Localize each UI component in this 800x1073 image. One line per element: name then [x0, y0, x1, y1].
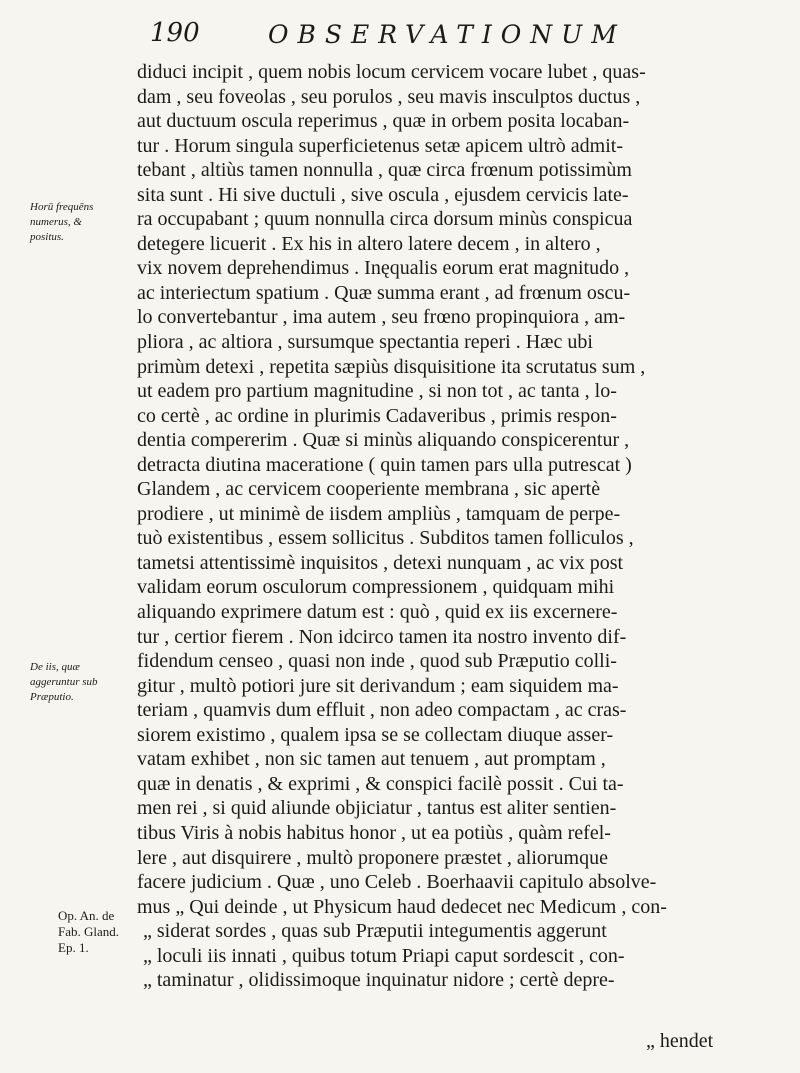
- text-line: lo convertebantur , ima autem , seu frœno propinquiora , am-: [137, 306, 626, 329]
- margin-note-line: Ep. 1.: [58, 940, 89, 955]
- margin-note-numerus: [30, 200, 93, 245]
- margin-note-reference: [58, 908, 119, 956]
- text-line: tametsi attentissimè inquisitos , detexi nunquam , ac vix post: [137, 551, 624, 574]
- page-number: 190: [150, 18, 200, 48]
- text-line: siorem existimo , qualem ipsa se se collectam diuque asser-: [137, 723, 614, 746]
- text-line: Glandem , ac cervicem cooperiente membrana , sic apertè: [137, 478, 601, 501]
- text-line: men rei , si quid aliunde objiciatur , tantus est aliter sentien-: [137, 797, 617, 820]
- text-line: tebant , altiùs tamen nonnulla , quæ circa frœnum potissimùm: [137, 159, 632, 182]
- text-line: teriam , quamvis dum effluit , non adeo compactam , ac cras-: [137, 699, 627, 722]
- text-line: sita sunt . Hi sive ductuli , sive oscula , ejusdem cervicis late-: [137, 183, 629, 206]
- text-line: aliquando exprimere datum est : quò , quid ex iis excernere-: [137, 601, 618, 624]
- margin-note-praeputio: [30, 660, 98, 705]
- text-line: aut ductuum oscula reperimus , quæ in orbem posita locaban-: [137, 110, 630, 133]
- text-line: facere judicium . Quæ , uno Celeb . Boerhaavii capitulo absolve-: [137, 871, 657, 894]
- text-line: prodiere , ut minimè de iisdem ampliùs , tamquam de perpe-: [137, 502, 621, 525]
- text-line: ut eadem pro partium magnitudine , si non tot , ac tanta , lo-: [137, 380, 617, 403]
- text-line: dentia compererim . Quæ si minùs aliquando conspicerentur ,: [137, 429, 630, 452]
- margin-note-line: Fab. Gland.: [58, 924, 120, 939]
- text-line: dam , seu foveolas , seu porulos , seu mavis insculptos ductus ,: [137, 85, 641, 108]
- text-line: mus „ Qui deinde , ut Physicum haud dedecet nec Medicum , con-: [137, 895, 667, 918]
- text-line: ac interiectum spatium . Quæ summa erant , ad frœnum oscu-: [137, 281, 631, 304]
- text-line: tur . Horum singula superficietenus setæ apicem ultrò admit-: [137, 134, 623, 157]
- text-line: diduci incipit , quem nobis locum cervicem vocare lubet , quas-: [137, 61, 646, 83]
- margin-note-line: Præputio.: [30, 691, 74, 703]
- text-line: lere , aut disquirere , multò proponere præstet , aliorumque: [137, 846, 608, 869]
- text-line: detracta diutina maceratione ( quin tamen pars ulla putrescat ): [137, 453, 632, 476]
- text-line: detegere licuerit . Ex his in altero latere decem , in altero ,: [137, 232, 601, 255]
- margin-note-line: positus.: [30, 231, 64, 243]
- margin-note-line: numerus, &: [30, 216, 82, 228]
- text-line: fidendum censeo , quasi non inde , quod sub Præputio colli-: [137, 650, 617, 673]
- margin-note-line: aggeruntur sub: [30, 676, 98, 688]
- text-line: „ siderat sordes , quas sub Præputii integumentis aggerunt: [143, 920, 607, 943]
- text-line: quæ in denatis , & exprimi , & conspici facilè possit . Cui ta-: [137, 772, 624, 795]
- text-line: tur , certior fierem . Non idcirco tamen ita nostro invento dif-: [137, 625, 627, 648]
- margin-note-line: Op. An. de: [58, 908, 115, 923]
- text-line: pliora , ac altiora , sursumque spectantia reperi . Hæc ubi: [137, 331, 593, 354]
- text-line: „ loculi iis innati , quibus totum Priapi caput sordescit , con-: [143, 944, 625, 967]
- text-line: tibus Viris à nobis habitus honor , ut ea potiùs , quàm refel-: [137, 821, 611, 844]
- text-line: tuò existentibus , essem sollicitus . Subditos tamen folliculos ,: [137, 527, 634, 550]
- text-line: co certè , ac ordine in plurimis Cadaveribus , primis respon-: [137, 404, 617, 427]
- body-text: [137, 60, 762, 993]
- margin-note-line: De iis, quæ: [30, 661, 80, 673]
- text-line: vatam exhibet , non sic tamen aut tenuem , aut promptam ,: [137, 748, 606, 771]
- running-head: OBSERVATIONUM: [268, 20, 626, 49]
- text-line: „ taminatur , olidissimoque inquinatur nidore ; certè depre-: [143, 969, 615, 992]
- text-line: ra occupabant ; quum nonnulla circa dorsum minùs conspicua: [137, 208, 633, 231]
- margin-note-line: Horū frequēns: [30, 201, 94, 213]
- text-line: gitur , multò potiori jure sit derivandum ; eam siquidem ma-: [137, 674, 619, 697]
- page-header: [150, 18, 770, 58]
- text-line: validam eorum osculorum compressionem , quidquam mihi: [137, 576, 615, 599]
- text-line: vix novem deprehendimus . Inęqualis eorum erat magnitudo ,: [137, 257, 630, 280]
- text-line: primùm detexi , repetita sæpiùs disquisitione ita scrutatus sum ,: [137, 355, 646, 378]
- catchword: „ hendet: [646, 1030, 714, 1052]
